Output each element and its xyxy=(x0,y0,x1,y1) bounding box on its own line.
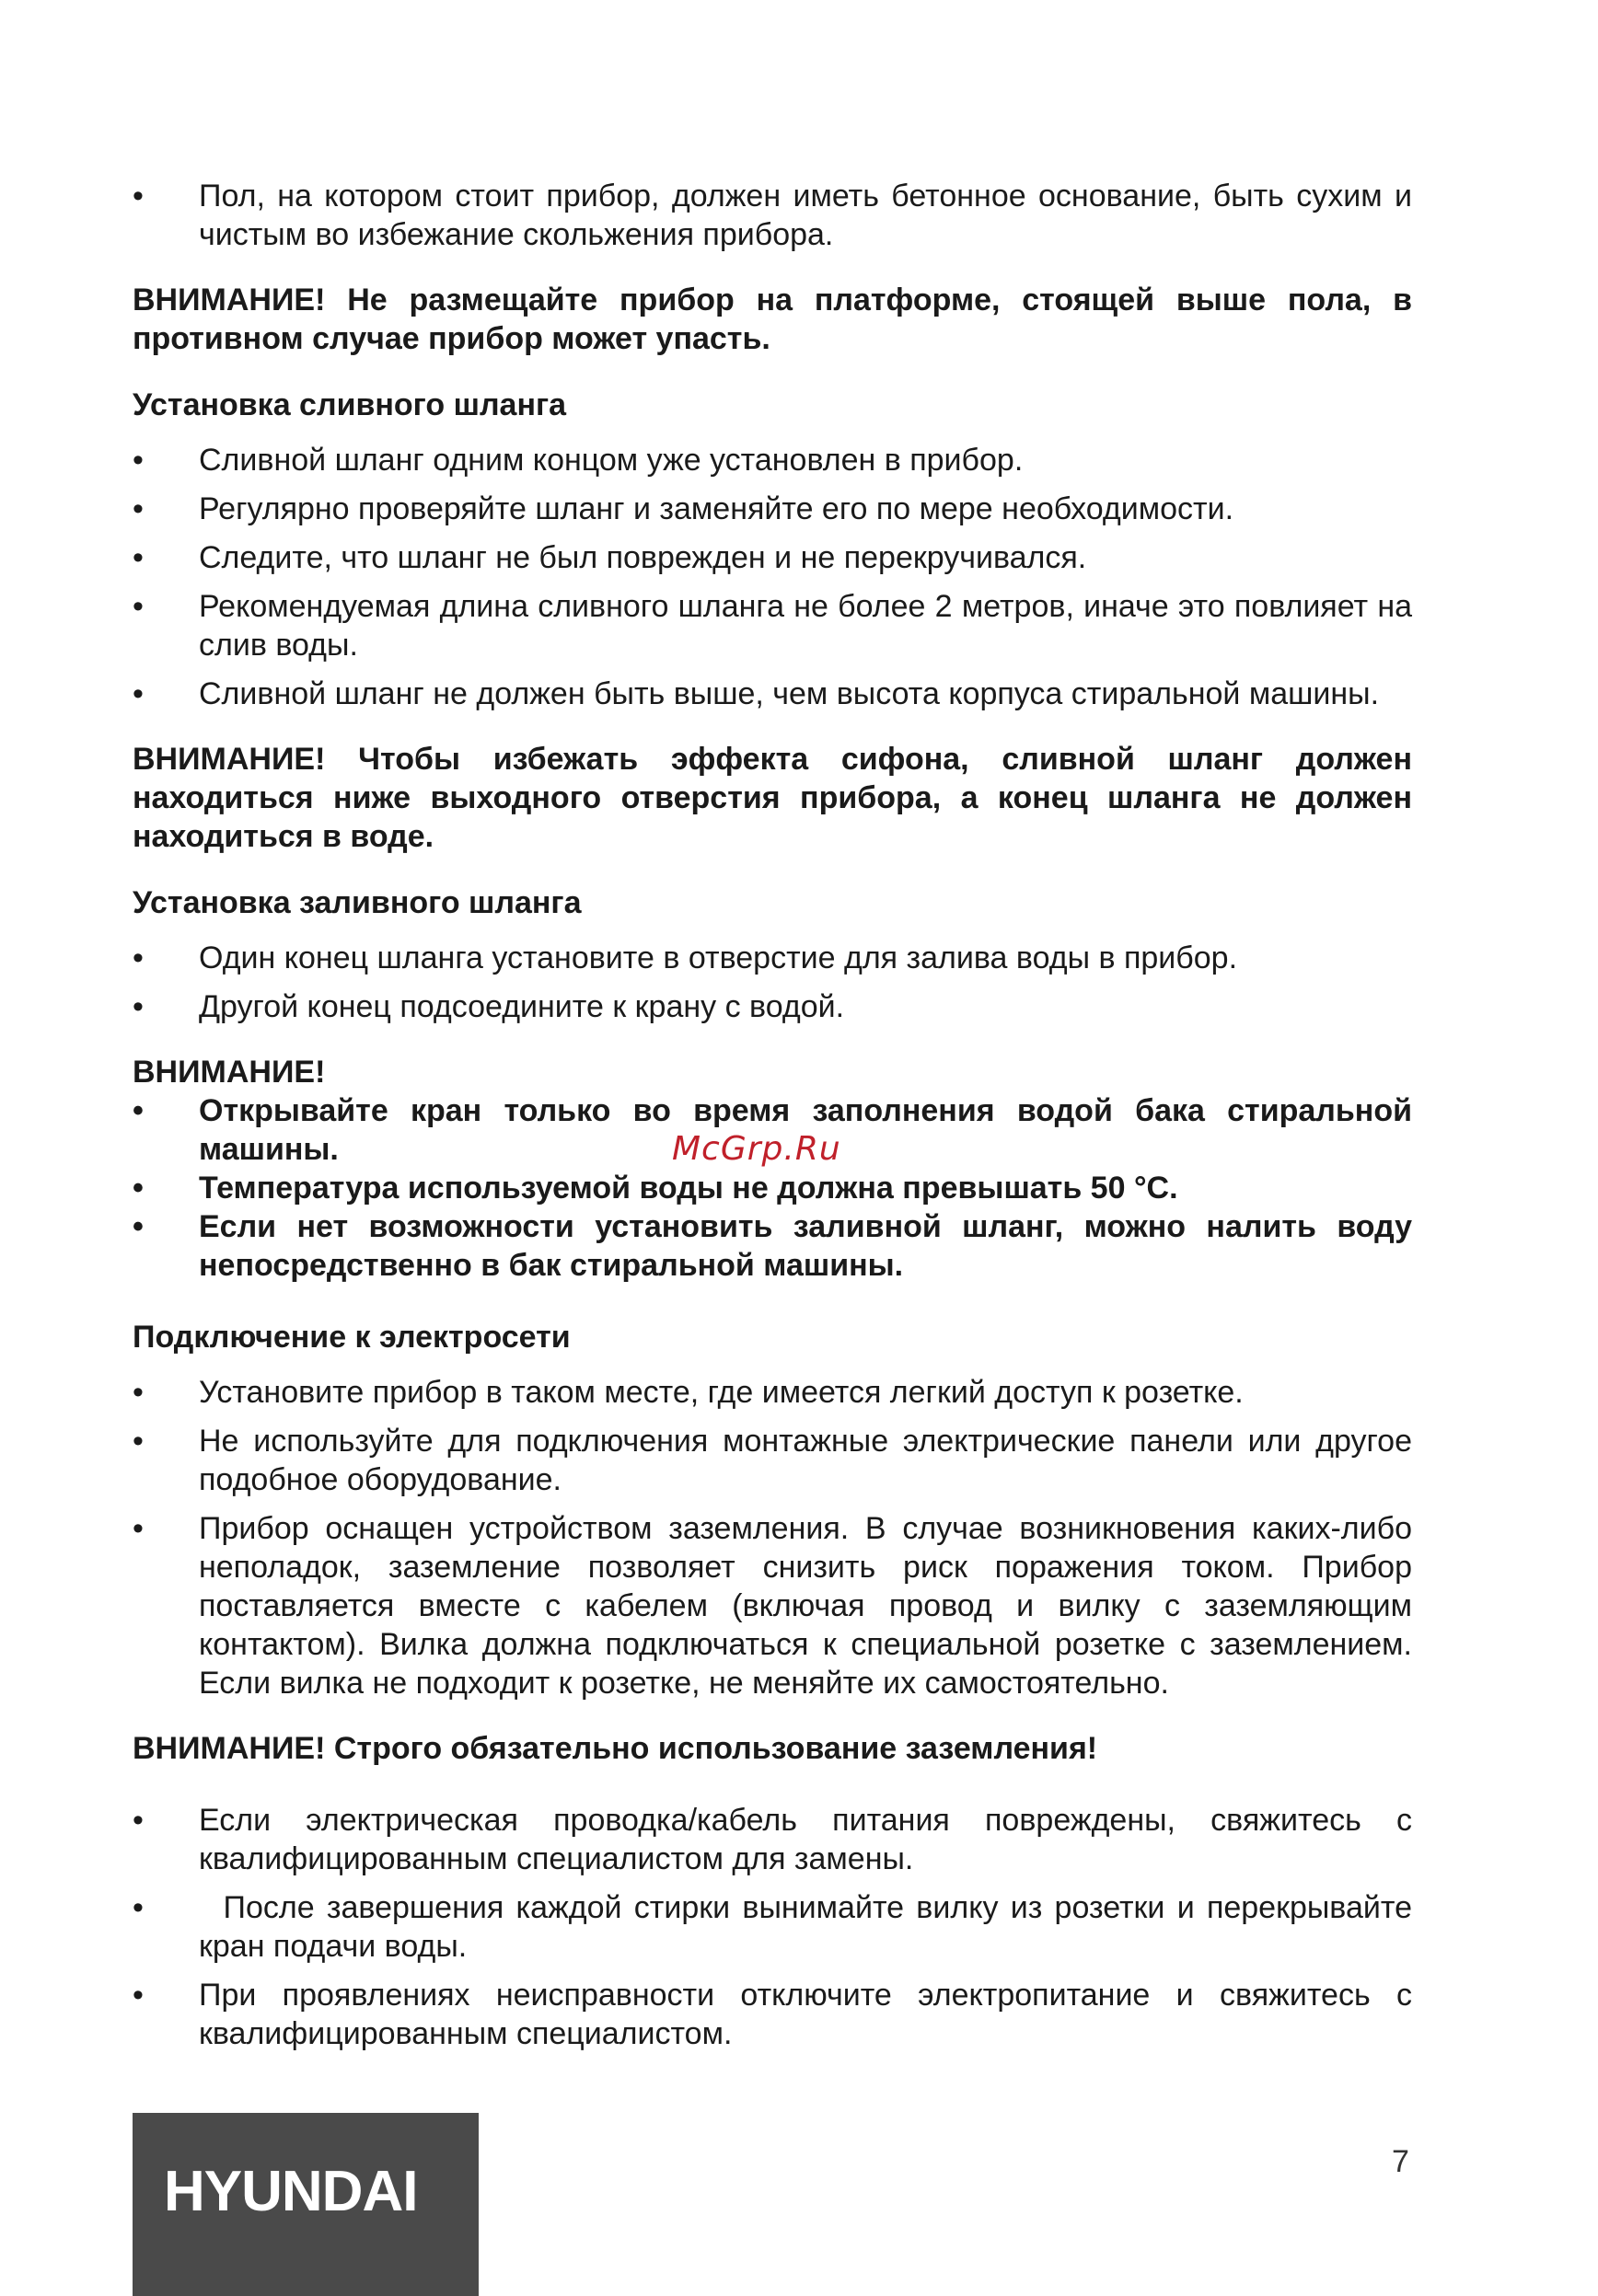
list-item: • Прибор оснащен устройством заземления. В случае возникновения каких-либо неполадок, заземление позволяет снизить риск поражения током. Прибор поставляется вместе с кабелем (включая провод и вилку с заземляющим контактом). Вилка должна подключаться к специальной розетке с заземлением. Если вилка не подходит к розетке, не меняйте их самостоятельно. xyxy=(133,1509,1412,1702)
heading-power: Подключение к электросети xyxy=(133,1320,571,1355)
list-item: • Если электрическая проводка/кабель питания повреждены, свяжитесь с квалифицированным специалистом для замены. xyxy=(133,1801,1412,1878)
list-item: • Установите прибор в таком месте, где имеется легкий доступ к розетке. xyxy=(133,1373,1412,1412)
heading-inlet-hose: Установка заливного шланга xyxy=(133,885,582,920)
warning-title: ВНИМАНИЕ! xyxy=(133,1055,326,1090)
warning-grounding: ВНИМАНИЕ! Строго обязательно использование заземления! xyxy=(133,1731,1098,1766)
drain-list xyxy=(133,441,1412,713)
list-item: • Сливной шланг не должен быть выше, чем высота корпуса стиральной машины. xyxy=(133,675,1412,713)
list-item: • Следите, что шланг не был поврежден и не перекручивался. xyxy=(133,538,1412,577)
warning-platform: ВНИМАНИЕ! Не размещайте прибор на платформе, стоящей выше пола, в противном случае прибор может упасть. xyxy=(133,283,1412,356)
brand-logo xyxy=(133,2113,479,2296)
power-list xyxy=(133,1373,1412,1702)
list-item: • Не используйте для подключения монтажные электрические панели или другое подобное оборудование. xyxy=(133,1422,1412,1499)
list-item: • Пол, на котором стоит прибор, должен иметь бетонное основание, быть сухим и чистым во избежание скольжения прибора. xyxy=(133,177,1412,254)
watermark: McGrp.Ru xyxy=(672,1130,841,1168)
inlet-list xyxy=(133,939,1412,1026)
logo-text: HYUNDAI xyxy=(164,2160,418,2223)
inlet-warning-list xyxy=(133,1091,1412,1285)
list-item: • Регулярно проверяйте шланг и заменяйте его по мере необходимости. xyxy=(133,490,1412,528)
intro-list xyxy=(133,177,1412,254)
heading-drain-hose: Установка сливного шланга xyxy=(133,387,567,422)
list-item: • Сливной шланг одним концом уже установлен в прибор. xyxy=(133,441,1412,479)
power-list-after xyxy=(133,1801,1421,2053)
document-page xyxy=(133,177,1421,2063)
list-item: • После завершения каждой стирки вынимайте вилку из розетки и перекрывайте кран подачи воды. xyxy=(133,1888,1412,1966)
warning-siphon: ВНИМАНИЕ! Чтобы избежать эффекта сифона, сливной шланг должен находиться ниже выходного отверстия прибора, а конец шланга не должен находиться в воде. xyxy=(133,742,1412,854)
list-item: • Рекомендуемая длина сливного шланга не более 2 метров, иначе это повлияет на слив воды. xyxy=(133,587,1412,664)
list-item: • Температура используемой воды не должна превышать 50 °С. xyxy=(133,1169,1412,1207)
page-number: 7 xyxy=(1392,2144,1409,2179)
list-item: • Открывайте кран только во время заполнения водой бака стиральной машины. xyxy=(133,1091,1412,1169)
list-item: • Если нет возможности установить заливной шланг, можно налить воду непосредственно в бак стиральной машины. xyxy=(133,1207,1412,1285)
list-item: • При проявлениях неисправности отключите электропитание и свяжитесь с квалифицированным специалистом. xyxy=(133,1976,1412,2053)
list-item: • Другой конец подсоедините к крану с водой. xyxy=(133,987,1412,1026)
list-item: • Один конец шланга установите в отверстие для залива воды в прибор. xyxy=(133,939,1412,977)
